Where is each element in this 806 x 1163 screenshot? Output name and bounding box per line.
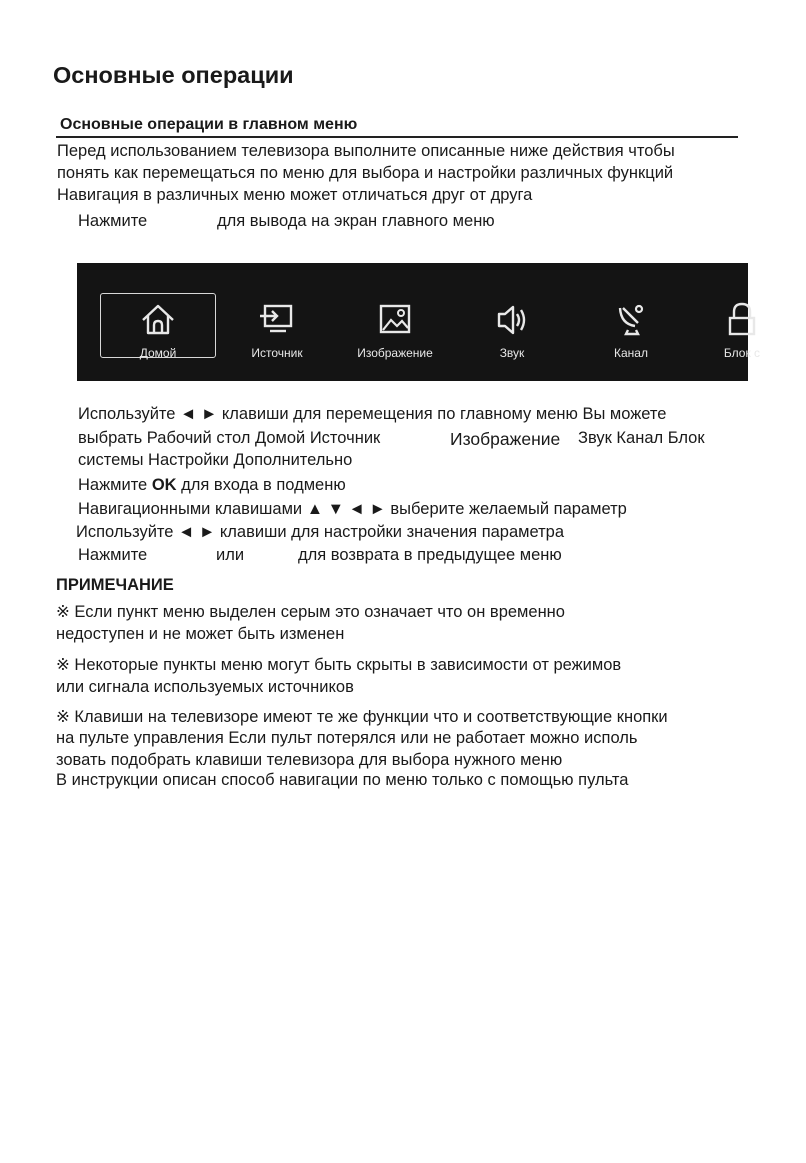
note-line-5: ※ Клавиши на телевизоре имеют те же функции что и соответствующие кнопки xyxy=(56,708,668,726)
step2-line-3: системы Настройки Дополнительно xyxy=(78,451,353,469)
note-line-7: зовать подобрать клавиши телевизора для выбора нужного меню xyxy=(56,751,563,769)
lock-icon xyxy=(722,300,762,340)
note-line-4: или сигнала используемых источников xyxy=(56,678,354,696)
note-line-2: недоступен и не может быть изменен xyxy=(56,625,345,643)
intro-line-3: Навигация в различных меню может отличаться друг от друга xyxy=(57,186,533,204)
menu-item-label: Блок с xyxy=(723,346,761,360)
step3: Нажмите OK для входа в подменю xyxy=(78,476,346,494)
home-icon xyxy=(138,300,178,340)
step6-post: для возврата в предыдущее меню xyxy=(298,546,562,564)
page-title: Основные операции xyxy=(53,62,294,88)
menu-item-label: Источник xyxy=(251,346,303,360)
step2-line-1: Используйте ◄ ► клавиши для перемещения по главному меню Вы можете xyxy=(78,405,667,423)
menu-item-source[interactable] xyxy=(237,293,317,368)
menu-item-picture[interactable] xyxy=(345,293,445,368)
step4: Навигационными клавишами ▲ ▼ ◄ ► выберите желаемый параметр xyxy=(78,500,627,518)
channel-icon xyxy=(611,300,651,340)
intro-line-2: понять как перемещаться по меню для выбора и настройки различных функций xyxy=(57,164,674,182)
menu-item-lock[interactable] xyxy=(702,293,782,368)
ok-key: OK xyxy=(151,476,177,494)
intro-line-1: Перед использованием телевизора выполните описанные ниже действия чтобы xyxy=(57,142,675,160)
menu-item-channel[interactable] xyxy=(597,293,665,368)
note-line-1: ※ Если пункт меню выделен серым это означает что он временно xyxy=(56,603,565,621)
source-icon xyxy=(257,300,297,340)
step2-line-2b: Изображение xyxy=(450,429,561,449)
note-line-3: ※ Некоторые пункты меню могут быть скрыты в зависимости от режимов xyxy=(56,656,622,674)
note-line-8: В инструкции описан способ навигации по меню только с помощью пульта xyxy=(56,771,629,789)
note-line-6: на пульте управления Если пульт потерялся или не работает можно исполь xyxy=(56,729,638,747)
picture-icon xyxy=(375,300,415,340)
step5: Используйте ◄ ► клавиши для настройки значения параметра xyxy=(76,523,565,541)
section-subtitle: Основные операции в главном меню xyxy=(60,116,358,133)
step2-line-2a: выбрать Рабочий стол Домой Источник xyxy=(78,429,381,447)
main-menu-bar xyxy=(77,263,761,381)
step1-post: для вывода на экран главного меню xyxy=(217,212,495,230)
step1-pre: Нажмите xyxy=(78,212,148,230)
menu-item-label: Канал xyxy=(614,346,648,360)
menu-item-home[interactable] xyxy=(100,293,216,358)
menu-item-label: Изображение xyxy=(357,346,433,360)
step2-line-2c: Звук Канал Блок xyxy=(578,429,705,447)
menu-item-label: Звук xyxy=(499,346,525,360)
subtitle-underline xyxy=(56,136,738,138)
note-heading: ПРИМЕЧАНИЕ xyxy=(56,576,174,594)
menu-item-label: Домой xyxy=(139,346,177,360)
step6-mid: или xyxy=(216,546,245,564)
sound-icon xyxy=(492,300,532,340)
step6-pre: Нажмите xyxy=(78,546,148,564)
menu-item-sound[interactable] xyxy=(477,293,547,368)
